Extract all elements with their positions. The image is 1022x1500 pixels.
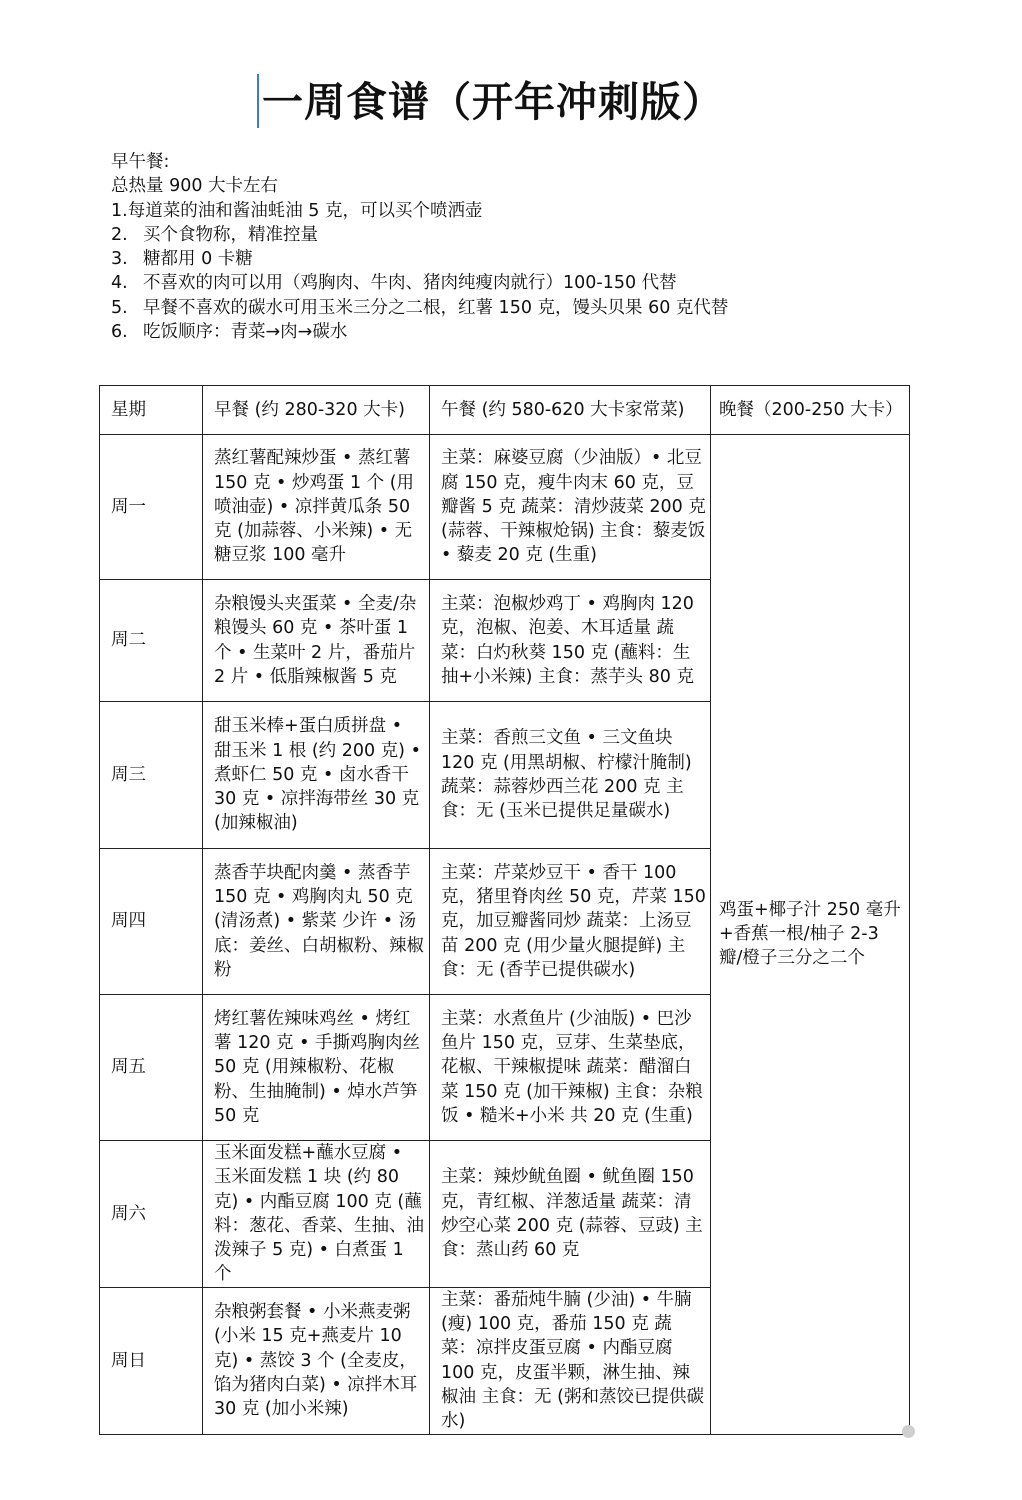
lunch-cell: 主菜：水煮鱼片 (少油版) • 巴沙鱼片 150 克，豆芽、生菜垫底，花椒、干辣椒提味 蔬菜：醋溜白菜 150 克 (加干辣椒) 主食：杂粮饭 • 糙米+小米 共 20 克 (生重) [430, 995, 711, 1141]
breakfast-cell: 杂粮粥套餐 • 小米燕麦粥 (小米 15 克+燕麦片 10 克) • 蒸饺 3 个 (全麦皮，馅为猪肉白菜) • 凉拌木耳 30 克 (加小米辣) [203, 1287, 430, 1434]
header-breakfast: 早餐 (约 280-320 大卡) [203, 386, 430, 435]
lunch-cell: 主菜：辣炒鱿鱼圈 • 鱿鱼圈 150 克，青红椒、洋葱适量 蔬菜：清炒空心菜 200 克 (蒜蓉、豆豉) 主食：蒸山药 60 克 [430, 1141, 711, 1288]
day-cell: 周三 [100, 702, 203, 849]
rule-text: 糖都用 0 卡糖 [143, 249, 253, 270]
day-cell: 周四 [100, 849, 203, 995]
rule-text: 早餐不喜欢的碳水可用玉米三分之二根，红薯 150 克，馒头贝果 60 克代替 [143, 297, 729, 318]
rule-item [111, 271, 971, 295]
rule-item [111, 296, 971, 320]
breakfast-cell: 烤红薯佐辣味鸡丝 • 烤红薯 120 克 • 手撕鸡胸肉丝 50 克 (用辣椒粉、花椒粉、生抽腌制) • 焯水芦笋 50 克 [203, 995, 430, 1141]
header-day: 星期 [100, 386, 203, 435]
rule-item [111, 247, 971, 271]
day-cell: 周六 [100, 1141, 203, 1288]
lunch-cell: 主菜：香煎三文鱼 • 三文鱼块 120 克 (用黑胡椒、柠檬汁腌制) 蔬菜：蒜蓉炒西兰花 200 克 主食：无 (玉米已提供足量碳水) [430, 702, 711, 849]
intro-notes [111, 150, 971, 344]
rule-text: 不喜欢的肉可以用（鸡胸肉、牛肉、猪肉纯瘦肉就行）100-150 代替 [143, 273, 677, 294]
page-title: 一周食谱（开年冲刺版） [262, 78, 724, 126]
rule-text: 每道菜的油和酱油蚝油 5 克，可以买个喷洒壶 [127, 200, 483, 221]
day-cell: 周二 [100, 580, 203, 702]
rule-number: 6. [111, 322, 128, 343]
rule-number: 4. [111, 273, 128, 294]
day-cell: 周日 [100, 1287, 203, 1434]
lunch-cell: 主菜：麻婆豆腐（少油版）• 北豆腐 150 克，瘦牛肉末 60 克，豆瓣酱 5 克 蔬菜：清炒菠菜 200 克 (蒜蓉、干辣椒炝锅) 主食：藜麦饭 • 藜麦 20 克 (生重) [430, 435, 711, 580]
lunch-cell: 主菜：番茄炖牛腩 (少油) • 牛腩 (瘦) 100 克，番茄 150 克 蔬菜：凉拌皮蛋豆腐 • 内酯豆腐 100 克，皮蛋半颗，淋生抽、辣椒油 主食：无 (粥和蒸饺已提供碳水) [430, 1287, 711, 1434]
breakfast-cell: 蒸红薯配辣炒蛋 • 蒸红薯 150 克 • 炒鸡蛋 1 个 (用喷油壶) • 凉拌黄瓜条 50 克 (加蒜蓉、小米辣) • 无糖豆浆 100 毫升 [203, 435, 430, 580]
text-cursor [257, 74, 259, 128]
table-header-row [100, 386, 910, 435]
intro-heading: 早午餐: [111, 152, 170, 172]
header-lunch: 午餐 (约 580-620 大卡家常菜) [430, 386, 711, 435]
day-cell: 周五 [100, 995, 203, 1141]
breakfast-cell: 杂粮馒头夹蛋菜 • 全麦/杂粮馒头 60 克 • 茶叶蛋 1 个 • 生菜叶 2 片，番茄片 2 片 • 低脂辣椒酱 5 克 [203, 580, 430, 702]
header-dinner: 晚餐（200-250 大卡） [711, 386, 910, 435]
rule-item [111, 223, 971, 247]
day-cell: 周一 [100, 435, 203, 580]
breakfast-cell: 玉米面发糕+蘸水豆腐 • 玉米面发糕 1 块 (约 80 克) • 内酯豆腐 100 克 (蘸料：葱花、香菜、生抽、油泼辣子 5 克) • 白煮蛋 1 个 [203, 1141, 430, 1288]
lunch-cell: 主菜：芹菜炒豆干 • 香干 100 克，猪里脊肉丝 50 克，芹菜 150 克，加豆瓣酱同炒 蔬菜：上汤豆苗 200 克 (用少量火腿提鲜) 主食：无 (香芋已提供碳水) [430, 849, 711, 995]
rule-number: 3. [111, 249, 128, 270]
table-row [100, 435, 910, 580]
breakfast-cell: 蒸香芋块配肉羹 • 蒸香芋 150 克 • 鸡胸肉丸 50 克 (清汤煮) • 紫菜 少许 • 汤底：姜丝、白胡椒粉、辣椒粉 [203, 849, 430, 995]
rule-number: 1. [111, 200, 128, 221]
breakfast-cell: 甜玉米棒+蛋白质拼盘 • 甜玉米 1 根 (约 200 克) • 煮虾仁 50 克 • 卤水香干 30 克 • 凉拌海带丝 30 克 (加辣椒油) [203, 702, 430, 849]
intro-calories: 总热量 900 大卡左右 [111, 176, 279, 197]
resize-handle[interactable] [902, 1425, 915, 1438]
rule-item [111, 320, 971, 344]
rule-number: 2. [111, 224, 128, 245]
rule-item [111, 199, 971, 223]
rule-text: 买个食物称，精准控量 [143, 224, 318, 245]
rule-text: 吃饭顺序：青菜→肉→碳水 [143, 322, 348, 343]
lunch-cell: 主菜：泡椒炒鸡丁 • 鸡胸肉 120 克，泡椒、泡姜、木耳适量 蔬菜：白灼秋葵 150 克 (蘸料：生抽+小米辣) 主食：蒸芋头 80 克 [430, 580, 711, 702]
weekly-menu-table [99, 385, 910, 1435]
rule-number: 5. [111, 297, 128, 318]
dinner-cell: 鸡蛋+椰子汁 250 毫升+香蕉一根/柚子 2-3 瓣/橙子三分之二个 [711, 435, 910, 1435]
